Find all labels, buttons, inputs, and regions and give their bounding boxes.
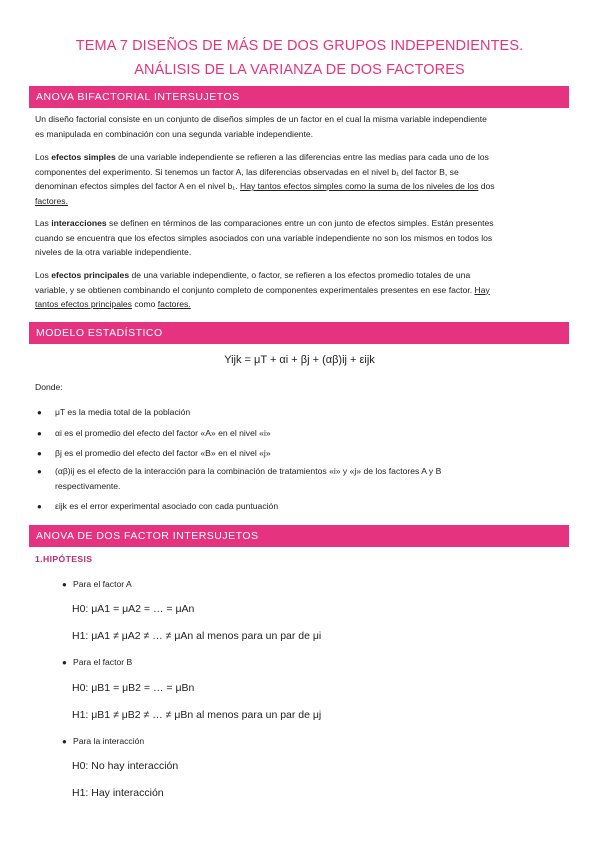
- paragraph-simple-effects-line3: denominan efectos simples del factor A en el nivel b₁. Hay tantos efectos simples como la suma de los niveles de los dos: [35, 181, 495, 191]
- bullet-media-total: μT es la media total de la población: [55, 407, 191, 417]
- document-title-line2: ANÁLISIS DE LA VARIANZA DE DOS FACTORES: [134, 62, 465, 78]
- factor-b-label: Para el factor B: [73, 657, 133, 667]
- bullet-interaction: [55, 464, 560, 494]
- paragraph-simple-effects-line4: factores.: [35, 195, 68, 206]
- bullet-dot: ●: [37, 429, 42, 438]
- h0-interaction: H0: No hay interacción: [72, 760, 179, 772]
- bullet-beta: βj es el promedio del efecto del factor «B» en el nivel «j»: [55, 448, 271, 458]
- bullet-error: εijk es el error experimental asociado con cada puntuación: [55, 501, 279, 511]
- paragraph-interactions-line3: niveles de la otra variable independiente.: [35, 247, 192, 257]
- bullet-interaction-line2: respectivamente.: [55, 481, 121, 491]
- h0-factor-b: H0: μB1 = μB2 = … = μBn: [72, 682, 195, 694]
- h1-factor-b: H1: μB1 ≠ μB2 ≠ … ≠ μBn al menos para un par de μj: [72, 709, 322, 721]
- bullet-interaction-line1: (αβ)ij es el efecto de la interacción para la combinación de tratamientos «i» y «j» de los factores A y B: [55, 466, 442, 476]
- paragraph-main-effects-line2: variable, y se obtienen combinando el conjunto completo de componentes experimentales presentes en ese factor. Hay: [35, 284, 490, 295]
- h0-factor-a: H0: μA1 = μA2 = … = μAn: [72, 603, 195, 615]
- paragraph-intro: [35, 112, 563, 141]
- document-title-line1: TEMA 7 DISEÑOS DE MÁS DE DOS GRUPOS INDEPENDIENTES.: [75, 38, 524, 54]
- factor-a-label: Para el factor A: [73, 579, 132, 589]
- paragraph-main-effects: [35, 268, 563, 312]
- paragraph-interactions-line2: cuando se encuentra que los efectos simples asociados con una variable independiente no son los mismos en todos los: [35, 232, 493, 243]
- bullet-dot: ●: [37, 449, 42, 458]
- donde-label: Donde:: [35, 382, 63, 392]
- bullet-dot: ●: [62, 580, 67, 589]
- h1-interaction: H1: Hay interacción: [72, 787, 164, 799]
- section-header-anova-bifactorial: ANOVA BIFACTORIAL INTERSUJETOS: [29, 86, 569, 108]
- paragraph-main-effects-line3: tantos efectos principales como factores.: [35, 299, 191, 309]
- bullet-dot: ●: [62, 658, 67, 667]
- paragraph-interactions-line1: Las interacciones se definen en términos de las comparaciones entre un con junto de efectos simples. Están presentes: [35, 218, 494, 228]
- bullet-alpha: αi es el promedio del efecto del factor «A» en el nivel «i»: [55, 428, 271, 438]
- section-header-modelo-estadistico: MODELO ESTADÍSTICO: [29, 322, 569, 344]
- paragraph-simple-effects-line1: Los efectos simples de una variable independiente se refieren a las diferencias entre las medias para cada uno de los: [35, 152, 489, 162]
- paragraph-main-effects-line1: Los efectos principales de una variable independiente, o factor, se refieren a los efectos promedio totales de una: [35, 270, 471, 280]
- bullet-dot: ●: [37, 502, 42, 511]
- interaction-label: Para la interacción: [73, 736, 145, 746]
- paragraph-intro-line1: Un diseño factorial consiste en un conjunto de diseños simples de un factor en el cual la misma variable independiente: [35, 114, 487, 124]
- section-header-anova-dos-factor: ANOVA DE DOS FACTOR INTERSUJETOS: [29, 525, 569, 547]
- model-formula: Yijk = μT + αi + βj + (αβ)ij + εijk: [224, 354, 375, 366]
- h1-factor-a: H1: μA1 ≠ μA2 ≠ … ≠ μAn al menos para un par de μi: [72, 630, 322, 642]
- bullet-dot: ●: [37, 408, 42, 417]
- hypothesis-heading: 1.HIPÓTESIS: [35, 554, 93, 564]
- bullet-dot: ●: [37, 467, 42, 476]
- paragraph-intro-line2: es manipulada en combinación con una segunda variable independiente.: [35, 128, 314, 139]
- paragraph-interactions: [35, 216, 563, 260]
- paragraph-simple-effects-line2: componentes del experimento. Si tenemos un factor A, las diferencias observadas en el nivel b₁ del factor B, se: [35, 166, 459, 177]
- bullet-dot: ●: [62, 737, 67, 746]
- paragraph-simple-effects: [35, 150, 563, 208]
